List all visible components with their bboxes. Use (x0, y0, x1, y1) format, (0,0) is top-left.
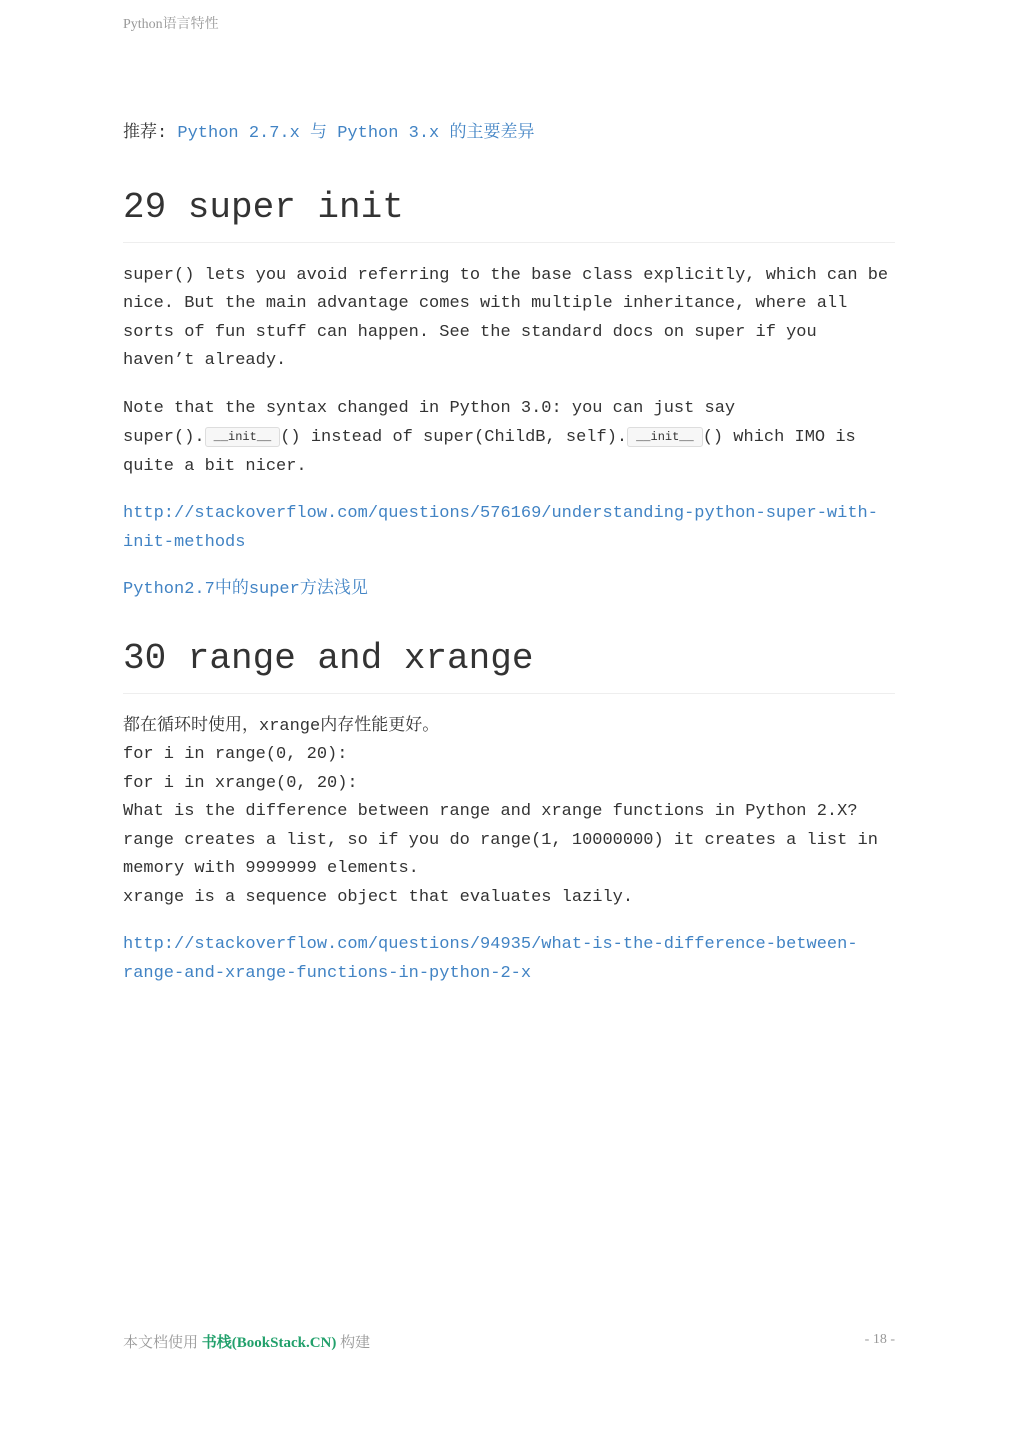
footer-brand-link[interactable]: 书栈(BookStack.CN) (201, 1335, 337, 1351)
page-number: - 18 - (864, 1332, 895, 1347)
blog-link-paragraph (123, 576, 895, 605)
stackoverflow-link-super[interactable]: http://stackoverflow.com/questions/576169/understanding-python-super-with-init-methods (123, 504, 878, 552)
inline-code-init-2: __init__ (627, 427, 703, 447)
range-line: for i in range(0, 20): (123, 745, 348, 764)
document-content (123, 120, 895, 988)
range-line: xrange is a sequence object that evaluates lazily. (123, 887, 634, 907)
recommendation-line (123, 120, 895, 149)
stackoverflow-link-paragraph-1 (123, 500, 895, 557)
running-header: Python语言特性 (123, 17, 219, 32)
footer-prefix: 本文档使用 (123, 1335, 202, 1351)
super-paragraph-2-text-c: () which IMO is quite a bit nicer. (123, 428, 856, 476)
range-line: range creates a list, so if you do range(1, 10000000) it creates a list in memory with 9999999 elements. (123, 830, 878, 878)
inline-code-init-1: __init__ (205, 427, 281, 447)
recommendation-link[interactable]: Python 2.7.x 与 Python 3.x 的主要差异 (177, 124, 535, 143)
footer-suffix: 构建 (336, 1335, 371, 1351)
super-paragraph-2 (123, 395, 895, 482)
section-heading-range-xrange: 30 range and xrange (123, 637, 895, 694)
footer-credit (123, 1331, 370, 1352)
range-line: for i in xrange(0, 20): (123, 773, 358, 793)
super-paragraph-1: super() lets you avoid referring to the base class explicitly, which can be nice. But the main advantage comes with multiple inheritance, where all sorts of fun stuff can happen. See the standard docs on super if you haven’t already. (123, 265, 889, 370)
range-paragraph (123, 713, 895, 913)
range-line: 都在循环时使用，xrange内存性能更好。 (123, 716, 440, 736)
stackoverflow-link-paragraph-2 (123, 931, 895, 988)
recommendation-label: 推荐: (123, 124, 178, 143)
section-heading-super-init: 29 super init (123, 186, 895, 243)
stackoverflow-link-range[interactable]: http://stackoverflow.com/questions/94935/what-is-the-difference-between-range-and-xrange-functions-in-python-2-x (123, 935, 858, 983)
super-paragraph-2-text-a: Note that the syntax changed in Python 3.0: you can just say super(). (123, 398, 736, 447)
super-paragraph-2-text-b: () instead of super(ChildB, self). (280, 428, 628, 447)
python27-super-link[interactable]: Python2.7中的super方法浅见 (123, 580, 368, 599)
range-line: What is the difference between range and xrange functions in Python 2.X? (123, 802, 858, 821)
